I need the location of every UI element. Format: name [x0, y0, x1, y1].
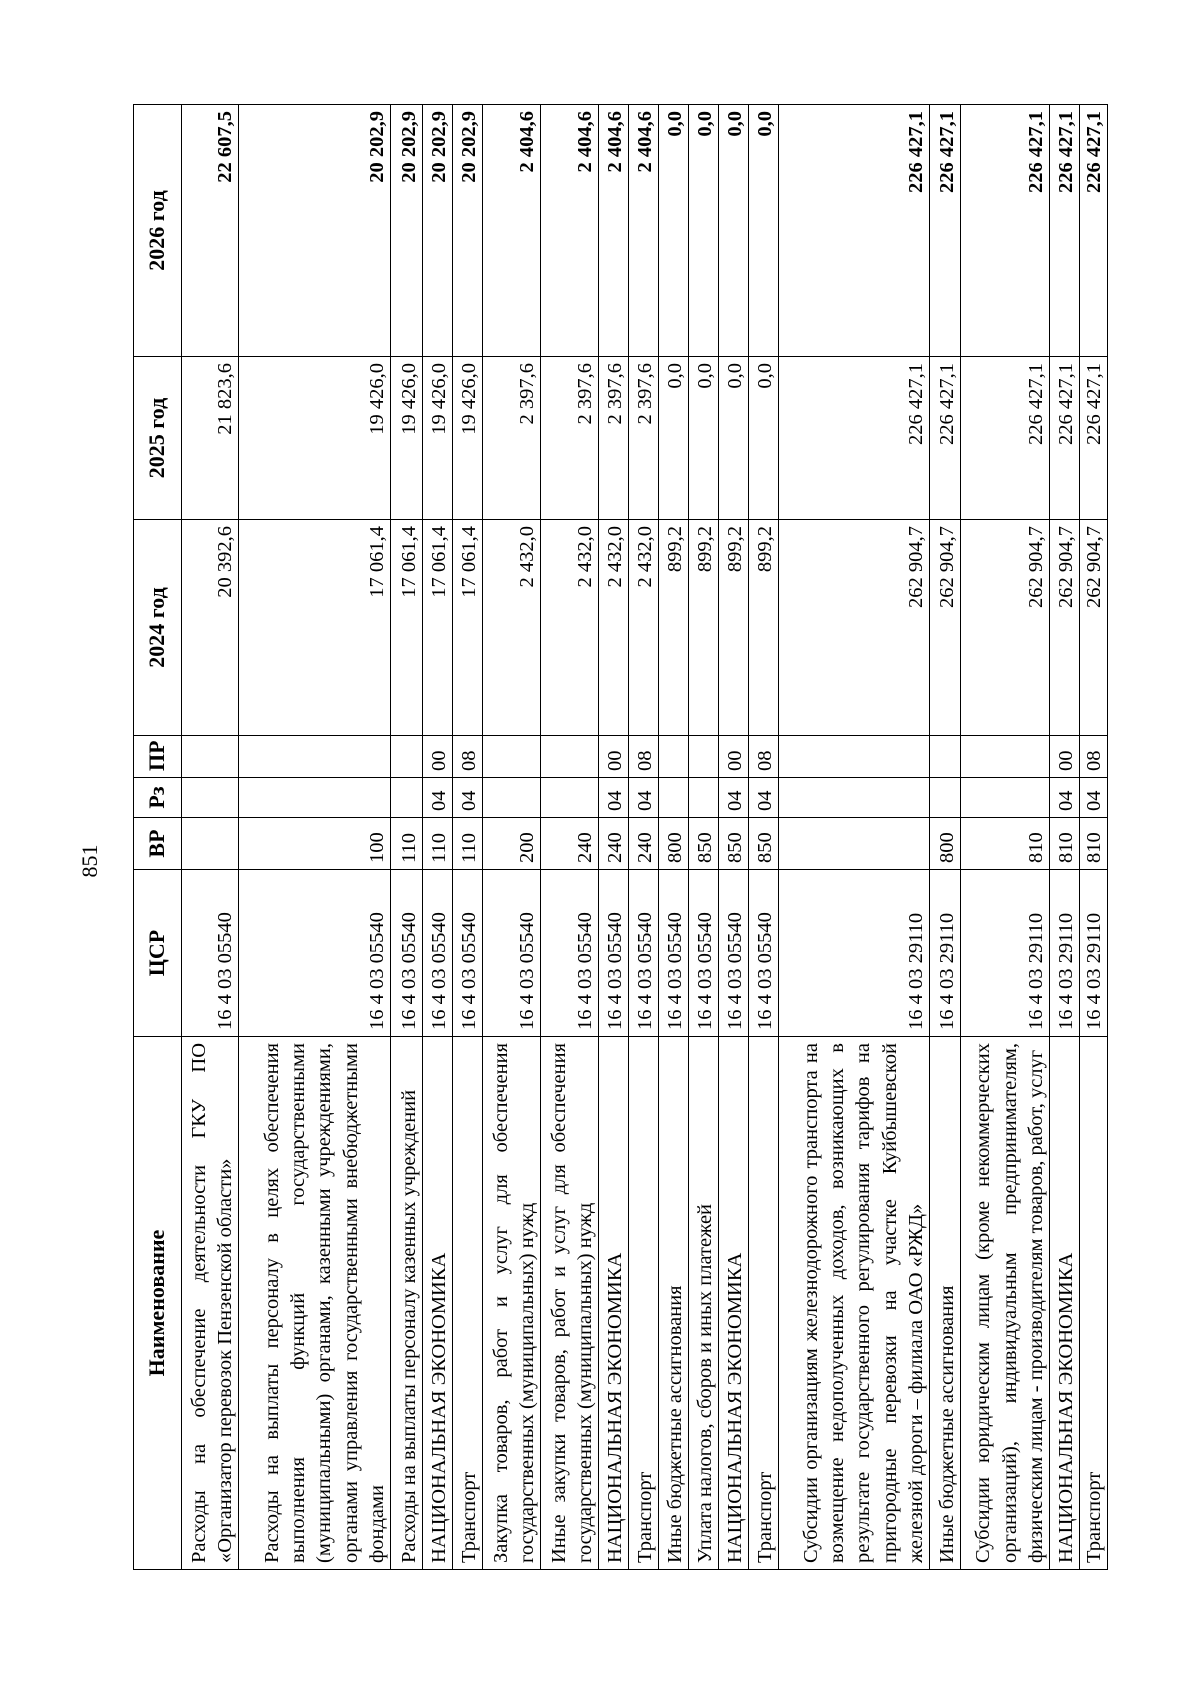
page-number: 851	[77, 844, 102, 878]
cell-y2025: 0,0	[659, 357, 689, 520]
cell-vr: 850	[749, 818, 779, 870]
cell-name: Расходы на выплаты персоналу в целях обеспечения выполнения функций государственными (муниципальными) органами, казенными учреждениями, органами управления государственными внебюджетными фондами	[239, 1037, 391, 1570]
cell-rz	[182, 778, 239, 818]
cell-csr: 16 4 03 05540	[239, 870, 391, 1037]
table-row	[599, 105, 629, 1570]
header-rz: Рз	[134, 778, 182, 818]
cell-csr: 16 4 03 29110	[779, 870, 930, 1037]
cell-pr	[182, 736, 239, 778]
table-row	[779, 105, 930, 1570]
cell-y2026: 20 202,9	[453, 105, 483, 357]
cell-pr	[930, 736, 961, 778]
rotated-page-content	[133, 105, 1105, 1570]
cell-csr: 16 4 03 05540	[423, 870, 453, 1037]
cell-rz	[779, 778, 930, 818]
table-row	[659, 105, 689, 1570]
cell-pr: 08	[629, 736, 659, 778]
cell-y2025: 2 397,6	[629, 357, 659, 520]
cell-name: НАЦИОНАЛЬНАЯ ЭКОНОМИКА	[1050, 1037, 1080, 1570]
table-row	[1080, 105, 1108, 1570]
cell-pr	[779, 736, 930, 778]
cell-name: НАЦИОНАЛЬНАЯ ЭКОНОМИКА	[599, 1037, 629, 1570]
cell-pr: 00	[719, 736, 749, 778]
table-row	[689, 105, 719, 1570]
cell-name: Транспорт	[629, 1037, 659, 1570]
cell-rz: 04	[453, 778, 483, 818]
header-2026: 2026 год	[134, 105, 182, 357]
cell-pr	[483, 736, 541, 778]
cell-name: Иные закупки товаров, работ и услуг для обеспечения государственных (муниципальных) нужд	[541, 1037, 599, 1570]
cell-y2025: 226 427,1	[1050, 357, 1080, 520]
cell-y2025: 0,0	[719, 357, 749, 520]
cell-y2026: 22 607,5	[182, 105, 239, 357]
cell-y2026: 20 202,9	[239, 105, 391, 357]
cell-vr: 240	[541, 818, 599, 870]
table-row	[1050, 105, 1080, 1570]
cell-vr	[779, 818, 930, 870]
cell-csr: 16 4 03 05540	[483, 870, 541, 1037]
cell-csr: 16 4 03 29110	[1080, 870, 1108, 1037]
table-row	[423, 105, 453, 1570]
cell-y2024: 2 432,0	[629, 520, 659, 736]
cell-y2024: 17 061,4	[423, 520, 453, 736]
cell-rz	[541, 778, 599, 818]
cell-y2024: 899,2	[749, 520, 779, 736]
cell-vr: 110	[391, 818, 423, 870]
cell-y2025: 19 426,0	[391, 357, 423, 520]
cell-pr	[391, 736, 423, 778]
cell-y2025: 19 426,0	[453, 357, 483, 520]
cell-y2024: 2 432,0	[483, 520, 541, 736]
cell-vr	[182, 818, 239, 870]
cell-y2024: 2 432,0	[541, 520, 599, 736]
cell-y2026: 226 427,1	[1050, 105, 1080, 357]
cell-pr	[541, 736, 599, 778]
cell-y2026: 226 427,1	[961, 105, 1050, 357]
cell-rz	[239, 778, 391, 818]
cell-vr: 800	[659, 818, 689, 870]
cell-y2024: 262 904,7	[961, 520, 1050, 736]
cell-csr: 16 4 03 29110	[961, 870, 1050, 1037]
cell-y2026: 226 427,1	[1080, 105, 1108, 357]
cell-y2025: 2 397,6	[599, 357, 629, 520]
cell-pr	[689, 736, 719, 778]
cell-vr: 810	[1050, 818, 1080, 870]
table-row	[391, 105, 423, 1570]
cell-name: Субсидии юридическим лицам (кроме некоммерческих организаций), индивидуальным предпринимателям, физическим лицам - производителям товаров, работ, услуг	[961, 1037, 1050, 1570]
cell-y2025: 226 427,1	[961, 357, 1050, 520]
cell-csr: 16 4 03 05540	[689, 870, 719, 1037]
cell-name: Иные бюджетные ассигнования	[659, 1037, 689, 1570]
header-2024: 2024 год	[134, 520, 182, 736]
header-csr: ЦСР	[134, 870, 182, 1037]
cell-y2025: 226 427,1	[930, 357, 961, 520]
cell-y2026: 0,0	[689, 105, 719, 357]
cell-csr: 16 4 03 29110	[930, 870, 961, 1037]
cell-rz	[483, 778, 541, 818]
table-row	[629, 105, 659, 1570]
cell-csr: 16 4 03 05540	[453, 870, 483, 1037]
table-row	[239, 105, 391, 1570]
cell-rz: 04	[599, 778, 629, 818]
table-row	[483, 105, 541, 1570]
cell-pr: 08	[1080, 736, 1108, 778]
cell-vr: 850	[719, 818, 749, 870]
cell-name: Транспорт	[749, 1037, 779, 1570]
table-row	[719, 105, 749, 1570]
cell-name: Иные бюджетные ассигнования	[930, 1037, 961, 1570]
cell-name: НАЦИОНАЛЬНАЯ ЭКОНОМИКА	[423, 1037, 453, 1570]
cell-y2024: 262 904,7	[1050, 520, 1080, 736]
table-header-row	[134, 105, 182, 1570]
cell-y2024: 20 392,6	[182, 520, 239, 736]
cell-pr	[659, 736, 689, 778]
cell-pr	[239, 736, 391, 778]
header-name: Наименование	[134, 1037, 182, 1570]
cell-rz: 04	[1080, 778, 1108, 818]
cell-csr: 16 4 03 05540	[599, 870, 629, 1037]
cell-y2025: 2 397,6	[541, 357, 599, 520]
cell-vr: 850	[689, 818, 719, 870]
cell-y2024: 899,2	[689, 520, 719, 736]
cell-vr: 200	[483, 818, 541, 870]
budget-table	[133, 104, 1108, 1570]
cell-y2026: 226 427,1	[930, 105, 961, 357]
cell-y2025: 21 823,6	[182, 357, 239, 520]
cell-y2024: 17 061,4	[391, 520, 423, 736]
cell-rz: 04	[629, 778, 659, 818]
cell-pr: 08	[453, 736, 483, 778]
cell-csr: 16 4 03 05540	[629, 870, 659, 1037]
table-row	[453, 105, 483, 1570]
cell-name: Расходы на обеспечение деятельности ГКУ ПО «Организатор перевозок Пензенской области»	[182, 1037, 239, 1570]
cell-csr: 16 4 03 05540	[182, 870, 239, 1037]
cell-vr: 240	[599, 818, 629, 870]
cell-rz	[930, 778, 961, 818]
cell-rz: 04	[423, 778, 453, 818]
cell-csr: 16 4 03 05540	[391, 870, 423, 1037]
cell-rz	[391, 778, 423, 818]
cell-pr: 08	[749, 736, 779, 778]
cell-rz: 04	[749, 778, 779, 818]
cell-y2025: 0,0	[749, 357, 779, 520]
cell-rz	[961, 778, 1050, 818]
table-row	[182, 105, 239, 1570]
header-pr: ПР	[134, 736, 182, 778]
cell-vr: 800	[930, 818, 961, 870]
table-body	[182, 105, 1108, 1570]
cell-vr: 240	[629, 818, 659, 870]
cell-name: Расходы на выплаты персоналу казенных учреждений	[391, 1037, 423, 1570]
cell-y2026: 20 202,9	[423, 105, 453, 357]
cell-name: НАЦИОНАЛЬНАЯ ЭКОНОМИКА	[719, 1037, 749, 1570]
cell-vr: 100	[239, 818, 391, 870]
cell-vr: 110	[423, 818, 453, 870]
cell-y2024: 17 061,4	[239, 520, 391, 736]
cell-name: Закупка товаров, работ и услуг для обеспечения государственных (муниципальных) нужд	[483, 1037, 541, 1570]
cell-y2025: 19 426,0	[239, 357, 391, 520]
cell-csr: 16 4 03 05540	[719, 870, 749, 1037]
cell-y2025: 226 427,1	[779, 357, 930, 520]
cell-y2025: 19 426,0	[423, 357, 453, 520]
table-row	[749, 105, 779, 1570]
cell-vr: 110	[453, 818, 483, 870]
cell-y2024: 899,2	[659, 520, 689, 736]
cell-pr	[961, 736, 1050, 778]
cell-y2024: 899,2	[719, 520, 749, 736]
table-row	[961, 105, 1050, 1570]
cell-y2024: 262 904,7	[1080, 520, 1108, 736]
cell-rz	[659, 778, 689, 818]
cell-y2026: 0,0	[719, 105, 749, 357]
cell-y2026: 0,0	[749, 105, 779, 357]
cell-rz: 04	[719, 778, 749, 818]
cell-pr: 00	[599, 736, 629, 778]
cell-y2026: 0,0	[659, 105, 689, 357]
cell-y2024: 2 432,0	[599, 520, 629, 736]
cell-rz	[689, 778, 719, 818]
cell-y2026: 2 404,6	[629, 105, 659, 357]
cell-pr: 00	[1050, 736, 1080, 778]
cell-name: Уплата налогов, сборов и иных платежей	[689, 1037, 719, 1570]
cell-rz: 04	[1050, 778, 1080, 818]
cell-y2024: 17 061,4	[453, 520, 483, 736]
cell-name: Транспорт	[1080, 1037, 1108, 1570]
header-vr: ВР	[134, 818, 182, 870]
cell-y2024: 262 904,7	[930, 520, 961, 736]
cell-csr: 16 4 03 05540	[659, 870, 689, 1037]
cell-y2025: 0,0	[689, 357, 719, 520]
cell-y2025: 2 397,6	[483, 357, 541, 520]
cell-y2026: 2 404,6	[599, 105, 629, 357]
cell-y2026: 20 202,9	[391, 105, 423, 357]
cell-y2025: 226 427,1	[1080, 357, 1108, 520]
cell-y2024: 262 904,7	[779, 520, 930, 736]
cell-vr: 810	[1080, 818, 1108, 870]
cell-y2026: 226 427,1	[779, 105, 930, 357]
table-row	[541, 105, 599, 1570]
cell-name: Субсидии организациям железнодорожного транспорта на возмещение недополученных доходов, возникающих в результате государственного регулирования тарифов на пригородные перевозки на участке Куйбышевской железной дороги – филиала ОАО «РЖД»	[779, 1037, 930, 1570]
cell-csr: 16 4 03 29110	[1050, 870, 1080, 1037]
cell-csr: 16 4 03 05540	[541, 870, 599, 1037]
header-2025: 2025 год	[134, 357, 182, 520]
table-row	[930, 105, 961, 1570]
cell-pr: 00	[423, 736, 453, 778]
cell-y2026: 2 404,6	[483, 105, 541, 357]
cell-csr: 16 4 03 05540	[749, 870, 779, 1037]
cell-name: Транспорт	[453, 1037, 483, 1570]
cell-y2026: 2 404,6	[541, 105, 599, 357]
cell-vr: 810	[961, 818, 1050, 870]
